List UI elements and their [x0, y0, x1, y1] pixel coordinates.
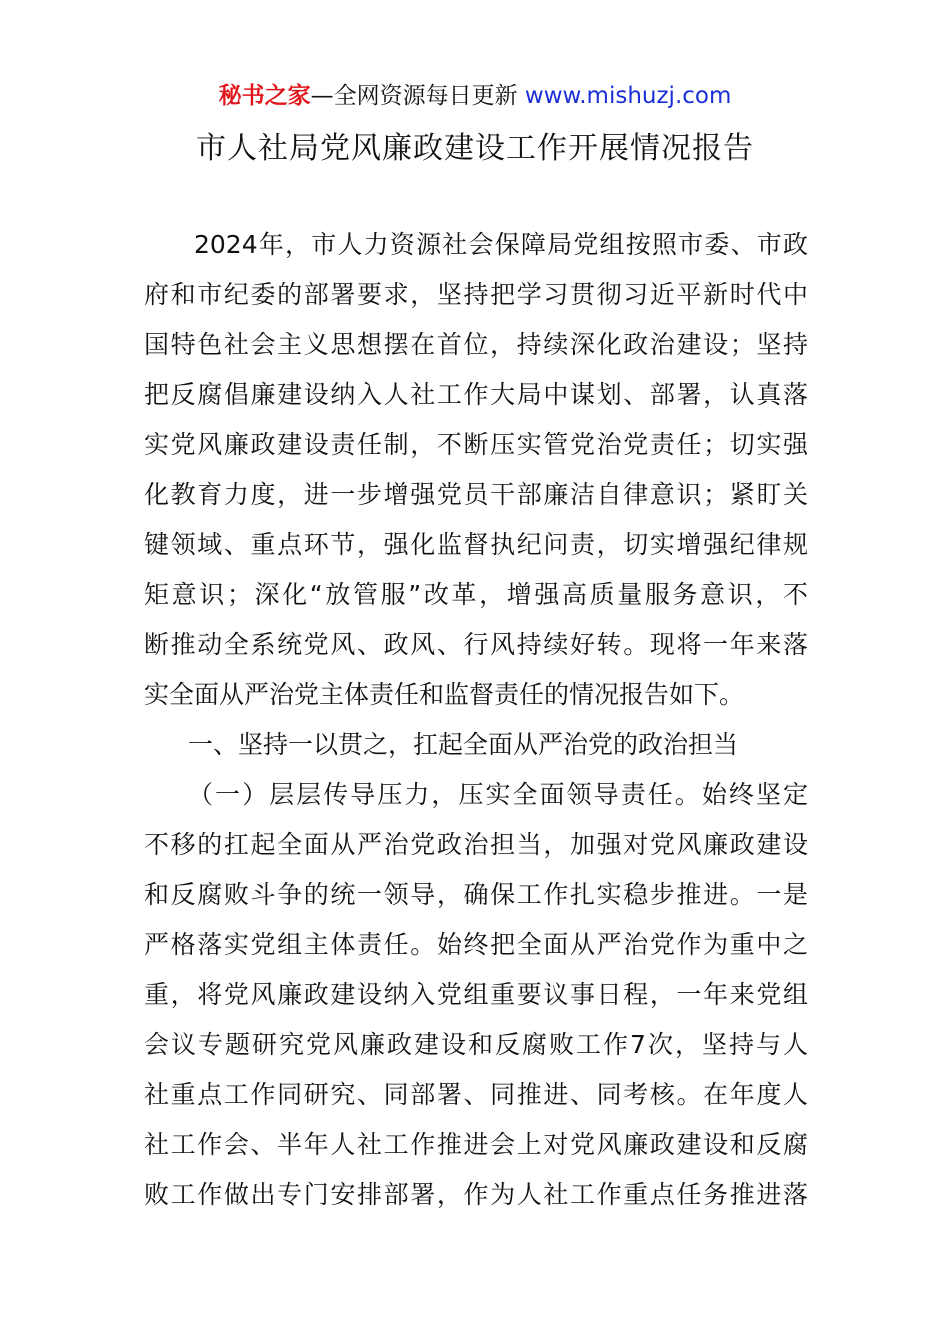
section-heading: 一、坚持一以贯之，扛起全面从严治党的政治担当 — [188, 730, 739, 759]
paragraph-line: 和反腐败斗争的统一领导，确保工作扎实稳步推进。一是 — [144, 880, 808, 909]
paragraph-line: 严格落实党组主体责任。始终把全面从严治党作为重中之 — [144, 930, 808, 959]
paragraph-line: 2024年，市人力资源社会保障局党组按照市委、市政 — [194, 230, 808, 259]
paragraph-line: 国特色社会主义思想摆在首位，持续深化政治建设；坚持 — [144, 330, 808, 359]
site-header — [0, 80, 950, 112]
paragraph-line: 断推动全系统党风、政风、行风持续好转。现将一年来落 — [144, 630, 808, 659]
site-url-link[interactable]: www.mishuzj.com — [524, 83, 732, 109]
header-tagline: —全网资源每日更新 — [310, 83, 518, 109]
paragraph-line: 社工作会、半年人社工作推进会上对党风廉政建设和反腐 — [144, 1130, 808, 1159]
paragraph-line: 不移的扛起全面从严治党政治担当，加强对党风廉政建设 — [144, 830, 808, 859]
paragraph-line: 实全面从严治党主体责任和监督责任的情况报告如下。 — [144, 680, 745, 709]
paragraph-line: 矩意识；深化“放管服”改革，增强高质量服务意识，不 — [144, 580, 808, 609]
paragraph-line: 键领域、重点环节，强化监督执纪问责，切实增强纪律规 — [144, 530, 808, 559]
paragraph-line: 把反腐倡廉建设纳入人社工作大局中谋划、部署，认真落 — [144, 380, 808, 409]
paragraph-line: 实党风廉政建设责任制，不断压实管党治党责任；切实强 — [144, 430, 808, 459]
paragraph-line: 社重点工作同研究、同部署、同推进、同考核。在年度人 — [144, 1080, 808, 1109]
subsection-heading: （一）层层传导压力，压实全面领导责任。始终坚定 — [188, 780, 808, 809]
brand-name: 秘书之家 — [218, 83, 311, 109]
paragraph-line: 府和市纪委的部署要求，坚持把学习贯彻习近平新时代中 — [144, 280, 808, 309]
document-body — [144, 220, 808, 1220]
paragraph-line: 败工作做出专门安排部署，作为人社工作重点任务推进落 — [144, 1180, 808, 1209]
paragraph-line: 会议专题研究党风廉政建设和反腐败工作7次，坚持与人 — [144, 1030, 808, 1059]
paragraph-line: 重，将党风廉政建设纳入党组重要议事日程，一年来党组 — [144, 980, 808, 1009]
paragraph-line: 化教育力度，进一步增强党员干部廉洁自律意识；紧盯关 — [144, 480, 808, 509]
document-title: 市人社局党风廉政建设工作开展情况报告 — [196, 131, 754, 166]
